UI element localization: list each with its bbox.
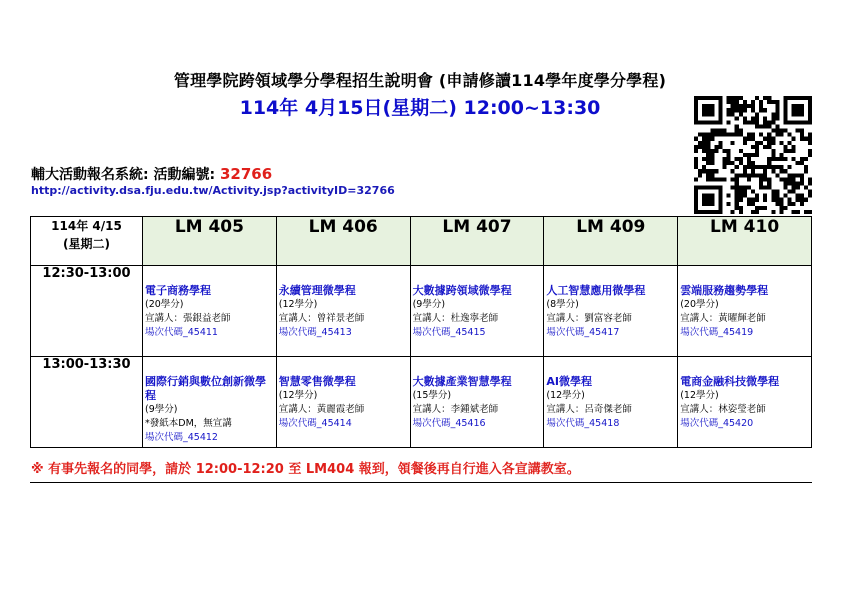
session-code: 場次代碼_45417	[546, 327, 620, 338]
program-speaker: 宣講人：李鍾斌老師	[412, 404, 499, 415]
session-cell	[143, 357, 277, 448]
program-speaker: 宣講人：黃麗霞老師	[278, 404, 365, 415]
program-credits: (12學分)	[278, 390, 318, 401]
event-datetime: 114年 4月15日(星期二) 12:00~13:30	[239, 97, 601, 119]
session-code: 場次代碼_45411	[145, 327, 218, 338]
time-slot-row	[31, 266, 812, 357]
program-name: 永續管理微學程	[278, 284, 356, 297]
room-header-lm407: LM 407	[410, 217, 544, 266]
registration-link[interactable]: http://activity.dsa.fju.edu.tw/Activity.jsp?activityID=32766	[31, 184, 395, 197]
time-slot-label: 12:30-13:00	[31, 266, 143, 357]
registration-info	[31, 164, 272, 184]
session-cell	[410, 266, 544, 357]
room-header-lm410: LM 410	[678, 217, 812, 266]
session-code: 場次代碼_45416	[412, 418, 486, 429]
program-speaker: *發紙本DM，無宣講	[145, 418, 232, 429]
session-cell	[143, 266, 277, 357]
date-line: 114年 4/15	[51, 219, 122, 233]
session-code: 場次代碼_45414	[278, 418, 352, 429]
program-name: 國際行銷與數位創新微學程	[145, 375, 266, 402]
program-name: 智慧零售微學程	[278, 375, 356, 388]
page-title: 管理學院跨領域學分學程招生說明會 (申請修讀114學年度學分學程)	[173, 71, 667, 90]
room-header-lm406: LM 406	[276, 217, 410, 266]
session-cell	[544, 266, 678, 357]
session-cell	[678, 357, 812, 448]
program-speaker: 宣講人：林姿瑩老師	[680, 404, 766, 415]
program-credits: (15學分)	[412, 390, 452, 401]
session-code: 場次代碼_45412	[145, 432, 218, 443]
program-name: 大數據產業智慧學程	[412, 375, 512, 388]
program-credits: (8學分)	[546, 299, 579, 310]
session-cell	[410, 357, 544, 448]
qr-code-icon	[694, 96, 812, 214]
room-header-lm405: LM 405	[143, 217, 277, 266]
session-cell	[276, 357, 410, 448]
weekday-line: (星期二)	[63, 237, 110, 251]
program-credits: (20學分)	[680, 299, 719, 310]
session-code: 場次代碼_45419	[680, 327, 754, 338]
program-credits: (9學分)	[145, 404, 178, 415]
program-credits: (20學分)	[145, 299, 184, 310]
program-credits: (12學分)	[278, 299, 318, 310]
program-name: AI微學程	[546, 375, 592, 388]
date-header	[31, 217, 143, 266]
program-name: 電子商務學程	[145, 284, 211, 297]
registration-label: 輔大活動報名系統: 活動編號:	[31, 167, 220, 183]
program-credits: (12學分)	[546, 390, 585, 401]
room-header-lm409: LM 409	[544, 217, 678, 266]
program-speaker: 宣講人：黃曜輝老師	[680, 313, 766, 324]
check-in-notice: ※ 有事先報名的同學，請於 12:00-12:20 至 LM404 報到，領餐後再自行進入各宣講教室。	[31, 462, 580, 477]
session-code: 場次代碼_45420	[680, 418, 754, 429]
session-cell	[678, 266, 812, 357]
time-slot-row	[31, 357, 812, 448]
program-credits: (12學分)	[680, 390, 719, 401]
activity-id: 32766	[219, 165, 273, 183]
program-speaker: 宣講人：曾祥景老師	[278, 313, 365, 324]
program-speaker: 宣講人：劉富容老師	[546, 313, 632, 324]
schedule-table	[30, 216, 812, 448]
session-code: 場次代碼_45415	[412, 327, 486, 338]
program-speaker: 宣講人：杜逸寧老師	[412, 313, 499, 324]
program-name: 雲端服務趨勢學程	[680, 284, 769, 297]
divider	[30, 482, 812, 483]
program-credits: (9學分)	[412, 299, 446, 310]
program-name: 人工智慧應用微學程	[546, 284, 646, 297]
program-name: 電商金融科技微學程	[680, 375, 780, 388]
program-name: 大數據跨領域微學程	[412, 284, 512, 297]
program-speaker: 宣講人：呂奇傑老師	[546, 404, 632, 415]
session-code: 場次代碼_45413	[278, 327, 352, 338]
program-speaker: 宣講人：張銀益老師	[145, 313, 231, 324]
session-code: 場次代碼_45418	[546, 418, 620, 429]
schedule-header-row	[31, 217, 812, 266]
session-cell	[276, 266, 410, 357]
session-cell	[544, 357, 678, 448]
time-slot-label: 13:00-13:30	[31, 357, 143, 448]
